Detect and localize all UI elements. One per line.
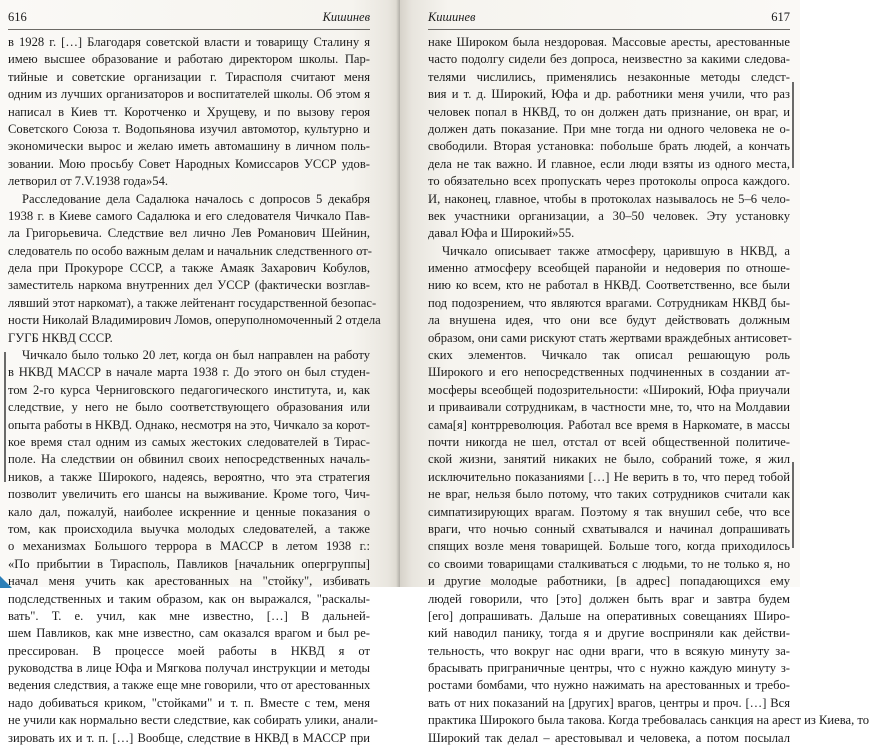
right-page-body <box>428 34 869 747</box>
text-line: позволит увеличить его шансы на выживание. Кроме того, Чич- <box>8 487 370 502</box>
text-line: и приваивали сотрудникам, в частности мне, то, что на Молдавии <box>428 400 790 415</box>
text-line: и другие молодые работники, [в адрес] попадающихся ему <box>428 574 790 589</box>
text-line: том 2-го курса Черниговского педагогического института, и, как <box>8 382 370 397</box>
page-corner-mark <box>0 575 12 587</box>
text-line: кало дал, пожалуй, наиболее искренние и ценные показания о <box>8 504 370 519</box>
text-line: не учили как нормально вести следствие, как собирать улики, анали- <box>8 713 378 728</box>
text-line: то обязательно всех пропускать через протоколы опроса каждого. <box>428 174 790 189</box>
text-line: человек попал в НКВД, то он должен дать признание, он враг, и <box>428 104 790 119</box>
text-line: опыта работы в НКВД. Однако, несмотря на это, Чичкало за корот- <box>8 417 370 432</box>
text-line: ников, а также Широкого, надеясь, вероятно, что эта стратегия <box>8 469 370 484</box>
text-line: шем Павликов, как мне известно, сам оказался врагом и был ре- <box>8 626 370 641</box>
text-line: [его] допрашивать. Дальше на оперативных совещаниях Широ- <box>428 608 790 623</box>
text-line: вать от них показаний на [других] врагов, центры и проч. […] Вся <box>428 695 790 710</box>
text-line: следователь по особо важным делам и начальник следственного от- <box>8 243 372 258</box>
text-line: ности Николай Владимирович Ломов, оперуполномоченный 2 отдела <box>8 313 381 328</box>
text-line: ведения следствия, а также еще мне говорили, что от арестованных <box>8 678 371 693</box>
text-line: 1938 г. в Киеве самого Садалюка и его следователя Чичкало Пав- <box>8 208 370 223</box>
text-line: сама[я] контрреволюция. Работал все время в Наркомате, в массы <box>428 417 790 432</box>
text-line: начал меня учить как арестованных на "стойку", избивать <box>8 574 370 589</box>
text-line: И, наконец, главное, чтобы в протоколах называлось не 5–6 чело- <box>428 191 790 206</box>
text-line: Широкого и его непосредственных подчиненных в создании ат- <box>428 365 790 380</box>
text-line: заместитель наркома внутренних дел УССР (фактически возглав- <box>8 278 370 293</box>
text-line: наке Широком была нездоровая. Массовые аресты, арестованные <box>428 35 790 49</box>
text-line: дела не так важно. И главное, если люди взяты из одного места, <box>428 156 790 171</box>
text-line: свободили. Вторая установка: побольше брать людей, а кончать <box>428 139 790 154</box>
text-line: ГУГБ НКВД СССР. <box>8 330 113 345</box>
text-line: тельность, что вокруг нас одни враги, что в всякую минуту за- <box>428 643 790 658</box>
right-page <box>400 0 869 745</box>
text-line: вия и т. д. Широкий, Юфа и др. работники меня учили, что раз <box>428 87 790 102</box>
text-line: имею высшее образование и работаю директором школы. Пар- <box>8 52 370 67</box>
text-line: Чичкало было только 20 лет, когда он был направлен на работу <box>22 348 370 363</box>
right-page-number: 617 <box>771 10 790 24</box>
text-line: со своими товарищами сталкиваться с людьми, то не только я, но <box>428 556 790 571</box>
text-line: брасывать приграничные центры, что с нужно каждую минуту з- <box>428 661 790 676</box>
text-line: написал в Киев тт. Коротченко и Хрущеву, и по вызову героя <box>8 104 370 119</box>
text-line: мосферы всеобщей подозрительности: «Широкий, Юфа приучали <box>428 382 790 397</box>
text-line: спящих возле меня товарищей. Больше того, когда приходилось <box>428 539 790 554</box>
text-line: том, как происходила выучка молодых следователей, а также <box>8 521 370 536</box>
text-line: ла Григорьевича. Следствие вел лично Лев Романович Шейнин, <box>8 226 370 241</box>
text-line: вать". Т. е. учил, как мне известно, […] В дальней- <box>8 608 370 623</box>
text-line: практика Широкого была такова. Когда требовалась санкция на арест из Киева, то <box>428 713 869 728</box>
text-line: ла внушена идея, что они все будут действовать должным <box>428 313 790 328</box>
text-line: Советского Союза т. Водопьянова изучил автомотор, культурно и <box>8 121 370 136</box>
text-line: прессирован. В процессе моей работы в НКВД я от <box>8 643 370 658</box>
text-line: под подозрением, что являются врагами. Сотрудникам НКВД бы- <box>428 295 790 310</box>
text-line: враги, что ночью сонный схватывался и начинал допрашивать <box>428 521 790 536</box>
text-line: в НКВД МАССР в начале марта 1938 г. До этого он был студен- <box>8 365 370 380</box>
text-line: лявший этот наркомат), а также лейтенант государственной безопас- <box>8 295 377 310</box>
pencil-margin-mark <box>4 352 6 482</box>
text-line: дела при Прокуроре СССР, а также Амаяк Захарович Кобулов, <box>8 261 370 276</box>
text-line: зировать их и т. п. […] Вообще, следствие в НКВД в МАССР при <box>8 730 370 745</box>
text-line: людей говорили, что [это] должен быть враг и завтра будем <box>428 591 790 606</box>
text-line: в 1928 г. […] Благодаря советской власти и товарищу Сталину я <box>8 35 370 49</box>
text-line: экономически вырос и желаю иметь автомашину в личном поль- <box>8 139 370 154</box>
text-line: кий наводил панику, тогда я и другие восприняли как действи- <box>428 626 790 641</box>
text-line: надо добиваться криком, "стойками" и т. п. Вместе с тем, меня <box>8 695 370 710</box>
text-line: исключительно показаниями […] Не верить в то, что перед тобой <box>428 469 790 484</box>
text-line: образом, они сами рискуют стать жертвами враждебных антисовет- <box>428 330 792 345</box>
text-line: ростами бомбами, что нужно нажимать на арестованных и требо- <box>428 678 790 693</box>
text-line: нию ко всем, кто не работал в НКВД. Соответственно, все были <box>428 278 790 293</box>
text-line: почти никогда не шел, отстал от всей общественной политиче- <box>428 434 790 449</box>
text-line: Широкий так делал – арестовывал и человека, а потом посылал <box>428 730 790 745</box>
text-line: давал Юфа и Широкий»55. <box>428 226 575 241</box>
pencil-margin-mark <box>792 82 794 168</box>
text-line: летворил от 7.V.1938 года»54. <box>8 174 169 189</box>
text-line: не враг, нельзя было потому, что таких сотрудников считали как <box>428 487 790 502</box>
text-line: следствие, у него не было соответствующего образования или <box>8 400 370 415</box>
left-header-rule <box>8 29 370 30</box>
text-line: телями числились, применялись незаконные методы следст- <box>428 69 790 84</box>
text-line: часто подолгу сидели без допроса, неизвестно за какими следова- <box>428 52 790 67</box>
text-line: ской жизни, занятий никаких не было, собраний тоже, я жил <box>428 452 790 467</box>
text-line: симпатизирующих врагам. Поэтому я так внушил себе, что все <box>428 504 790 519</box>
text-line: поле. На следствии он обвинил своих непосредственных началь- <box>8 452 370 467</box>
left-running-title: Кишинев <box>322 10 370 24</box>
text-line: Расследование дела Садалюка началось с допросов 5 декабря <box>22 191 370 206</box>
text-line: Чичкало описывает также атмосферу, царившую в НКВД, а <box>442 243 790 258</box>
left-page <box>0 0 400 745</box>
right-running-title: Кишинев <box>428 10 476 24</box>
right-header-rule <box>428 29 790 30</box>
text-line: именно атмосферу всеобщей паранойи и недоверия по отноше- <box>428 261 790 276</box>
text-line: руководства в лице Юфа и Мягкова получал инструкции и методы <box>8 661 370 676</box>
text-line: должен дать показание. При мне тогда ни одного человека не о- <box>428 121 790 136</box>
left-page-body <box>8 34 381 747</box>
text-line: одним из лучших организаторов и воспитателей школы. Об этом я <box>8 87 370 102</box>
text-line: век участники организации, а 30–50 человек. Эту установку <box>428 208 790 223</box>
text-line: подследственных и таким образом, как он выражался, "раскалы- <box>8 591 370 606</box>
text-line: зовании. Мою просьбу Совет Народных Комиссаров УССР удов- <box>8 156 370 171</box>
text-line: о механизмах Большого террора в МАССР в летом 1938 г.: <box>8 539 370 554</box>
left-page-number: 616 <box>8 10 27 24</box>
pencil-margin-mark <box>792 462 794 548</box>
text-line: тийные и советские организации г. Тирасполя считают меня <box>8 69 370 84</box>
text-line: «По прибытии в Тирасполь, Павликов [начальник опергруппы] <box>8 556 370 571</box>
text-line: ских элементов. Чичкало так описал решающую роль <box>428 348 790 363</box>
text-line: кое время стал одним из самых жестоких следователей в Тирас- <box>8 434 370 449</box>
